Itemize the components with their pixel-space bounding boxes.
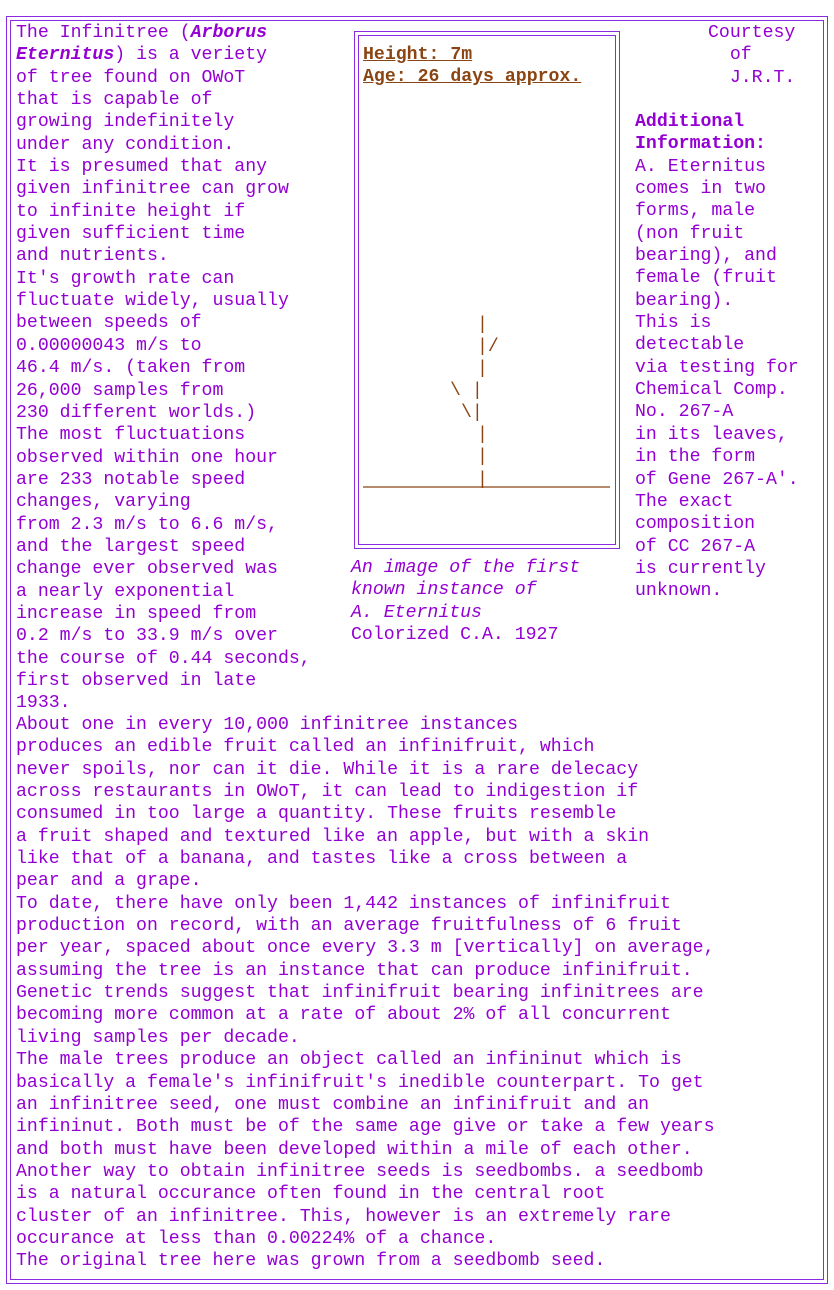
intro-line: 26,000 samples from: [16, 380, 224, 401]
intro-line: The most fluctuations: [16, 425, 246, 446]
trunk-segment-branch-left: \|: [461, 403, 483, 423]
body-line: production on record, with an average fruitfulness of 6 fruit: [16, 916, 682, 937]
courtesy-line: Courtesy: [708, 23, 796, 43]
body-line: an infinitree seed, one must combine an infinifruit and an: [16, 1094, 650, 1115]
body-line: like that of a banana, and tastes like a cross between a: [16, 849, 628, 870]
additional-line: detectable: [635, 335, 745, 356]
intro-line: 46.4 m/s. (taken from: [16, 358, 246, 379]
additional-heading: Additional: [635, 112, 745, 132]
intro-line: fluctuate widely, usually: [16, 291, 289, 312]
additional-line: unknown.: [635, 581, 723, 602]
species-genus: Arborus: [190, 23, 268, 43]
additional-line: Chemical Comp.: [635, 380, 788, 401]
body-line: a fruit shaped and textured like an apple, but with a skin: [16, 826, 650, 847]
trunk-segment: |: [477, 315, 488, 335]
trunk-segment: |: [477, 470, 488, 490]
intro-prefix: The Infinitree (: [16, 23, 191, 43]
body-line: pear and a grape.: [16, 871, 202, 892]
intro-line: of tree found on OWoT: [16, 67, 246, 88]
intro-line: changes, varying: [16, 492, 191, 513]
tree-image: [360, 300, 614, 495]
additional-line: A. Eternitus: [635, 156, 766, 177]
intro-line: change ever observed was: [16, 559, 278, 580]
intro-line: and the largest speed: [16, 536, 246, 557]
intro-line: between speeds of: [16, 313, 202, 334]
additional-line: female (fruit: [635, 268, 777, 289]
additional-line: is currently: [635, 558, 766, 579]
body-line: produces an edible fruit called an infinifruit, which: [16, 737, 595, 758]
body-line: never spoils, nor can it die. While it is a rare delecacy: [16, 759, 639, 780]
intro-line: 0.2 m/s to 33.9 m/s over: [16, 626, 278, 647]
additional-info: [635, 111, 799, 603]
intro-line: under any condition.: [16, 134, 235, 155]
height-label: Height: 7m: [363, 45, 473, 65]
intro-line: 230 different worlds.): [16, 402, 257, 423]
additional-line: in the form: [635, 447, 756, 468]
body-line: consumed in too large a quantity. These fruits resemble: [16, 804, 617, 825]
intro-line: observed within one hour: [16, 447, 278, 468]
additional-line: in its leaves,: [635, 424, 788, 445]
intro-line: growing indefinitely: [16, 112, 235, 133]
body-line: Genetic trends suggest that infinifruit bearing infinitrees are: [16, 983, 704, 1004]
additional-line: The exact: [635, 491, 734, 512]
intro-line: a nearly exponential: [16, 581, 235, 602]
additional-line: forms, male: [635, 201, 756, 222]
additional-line: of Gene 267-A'.: [635, 469, 799, 490]
intro-line: the course of 0.44 seconds,: [16, 648, 311, 669]
additional-line: (non fruit: [635, 223, 745, 244]
image-caption: [351, 557, 580, 646]
additional-heading: Information:: [635, 134, 766, 155]
body-line: infininut. Both must be of the same age give or take a few years: [16, 1117, 715, 1138]
additional-line: of CC 267-A: [635, 536, 756, 557]
caption-line: Colorized C.A. 1927: [351, 625, 559, 646]
additional-line: comes in two: [635, 179, 766, 200]
age-label: Age: 26 days approx.: [363, 67, 582, 87]
intro-line: from 2.3 m/s to 6.6 m/s,: [16, 514, 278, 535]
body-line: is a natural occurance often found in the central root: [16, 1184, 606, 1205]
intro-line: to infinite height if: [16, 201, 246, 222]
intro-line: first observed in late: [16, 670, 257, 691]
body-line: and both must have been developed within a mile of each other.: [16, 1139, 693, 1160]
additional-line: composition: [635, 514, 756, 535]
body-line: occurance at less than 0.00224% of a chance.: [16, 1228, 497, 1249]
body-line: becoming more common at a rate of about 2% of all concurrent: [16, 1005, 671, 1026]
body-line: per year, spaced about once every 3.3 m [vertically] on average,: [16, 938, 715, 959]
caption-line: known instance of: [351, 580, 537, 601]
additional-line: bearing).: [635, 290, 734, 311]
trunk-segment: |: [477, 425, 488, 445]
additional-line: No. 267-A: [635, 402, 734, 423]
intro-line: given sufficient time: [16, 224, 246, 245]
additional-line: via testing for: [635, 357, 799, 378]
body-line: assuming the tree is an instance that can produce infinifruit.: [16, 960, 693, 981]
body-line: To date, there have only been 1,442 instances of infinifruit: [16, 893, 671, 914]
additional-line: This is: [635, 313, 712, 334]
intro-line: and nutrients.: [16, 246, 169, 267]
caption-line: An image of the first: [351, 558, 581, 578]
courtesy-line: J.R.T.: [729, 67, 796, 88]
intro-line: are 233 notable speed: [16, 469, 246, 490]
intro-after-species: ) is a veriety: [114, 45, 268, 66]
intro-text: [16, 22, 311, 715]
trunk-segment: |: [477, 359, 488, 379]
trunk-segment: |: [477, 447, 488, 467]
body-text: [16, 714, 715, 1273]
body-line: Another way to obtain infinitree seeds is seedbombs. a seedbomb: [16, 1161, 704, 1182]
trunk-segment-branch-left: \ |: [450, 381, 483, 401]
body-line: across restaurants in OWoT, it can lead to indigestion if: [16, 782, 639, 803]
body-line: basically a female's infinifruit's inedible counterpart. To get: [16, 1072, 704, 1093]
intro-line: It's growth rate can: [16, 268, 235, 289]
species-epithet: Eternitus: [16, 45, 115, 66]
body-line: cluster of an infinitree. This, however is an extremely rare: [16, 1206, 671, 1227]
intro-line: increase in speed from: [16, 603, 257, 624]
intro-line: 0.00000043 m/s to: [16, 335, 202, 356]
intro-line: It is presumed that any: [16, 157, 268, 178]
additional-line: bearing), and: [635, 246, 777, 267]
intro-line: 1933.: [16, 693, 71, 714]
body-line: living samples per decade.: [16, 1027, 300, 1048]
courtesy-line: of: [729, 45, 752, 66]
intro-line: that is capable of: [16, 90, 213, 111]
trunk-segment-branch-right: |/: [477, 337, 499, 357]
body-line: The male trees produce an object called an infininut which is: [16, 1050, 682, 1071]
body-line: The original tree here was grown from a seedbomb seed.: [16, 1251, 606, 1272]
courtesy: [708, 22, 795, 89]
tree-trunk: [450, 315, 499, 490]
caption-line: A. Eternitus: [351, 602, 482, 623]
body-line: About one in every 10,000 infinitree instances: [16, 715, 519, 735]
intro-line: given infinitree can grow: [16, 179, 289, 200]
